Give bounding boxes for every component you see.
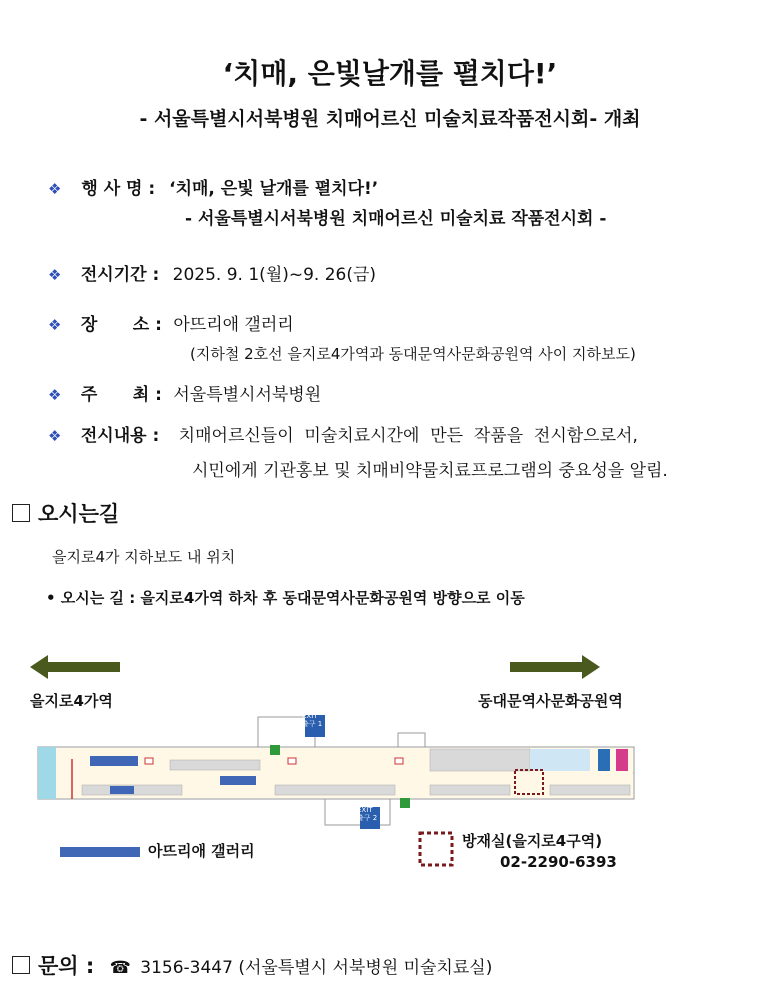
directions-heading: 오시는길 [12, 498, 119, 528]
map-left-station: 을지로4가역 [30, 692, 113, 710]
map-exit-bottom: EXIT 출구 2 [357, 806, 378, 822]
event-content-line1: 치매어르신들이 미술치료시간에 만든 작품을 전시함으로서, [178, 426, 638, 446]
event-content-label: 전시내용 : [80, 426, 160, 446]
contact-heading: 문의 : [38, 954, 95, 978]
diamond-bullet-icon: ❖ [48, 180, 62, 198]
arrow-left-icon [30, 655, 120, 679]
directions-route: • 오시는 길 : 을지로4가역 하차 후 동대문역사문화공원역 방향으로 이동 [46, 589, 525, 607]
disaster-room-legend-swatch [420, 833, 452, 865]
checkbox-square-icon [12, 504, 30, 522]
diamond-bullet-icon: ❖ [48, 386, 62, 404]
contact-row [12, 950, 492, 980]
map-exit-top: EXIT 출구 1 [302, 712, 323, 728]
event-place-value: 아뜨리애 갤러리 [173, 315, 294, 335]
event-host-row [48, 380, 321, 405]
map-disaster-phone: 02-2290-6393 [500, 853, 617, 871]
diamond-bullet-icon: ❖ [48, 427, 62, 445]
event-place-label: 장 소 : [80, 315, 162, 335]
event-content-row [48, 421, 638, 446]
arrow-right-icon [510, 655, 600, 679]
phone-icon: ☎ [109, 958, 131, 978]
contact-value: 3156-3447 (서울특별시 서북병원 미술치료실) [140, 958, 493, 978]
diamond-bullet-icon: ❖ [48, 266, 62, 284]
map-right-station: 동대문역사문화공원역 [478, 692, 623, 710]
document-subtitle: - 서울특별시서북병원 치매어르신 미술치료작품전시회- 개최 [139, 108, 641, 130]
event-period-label: 전시기간 : [80, 265, 160, 285]
document-title: ‘치매, 은빛날개를 펼치다!’ [222, 57, 558, 90]
map-disaster-room: 방재실(을지로4구역) [462, 832, 603, 850]
map-gallery-legend: 아뜨리애 갤러리 [148, 842, 255, 860]
event-name-label: 행 사 명 : [81, 179, 156, 199]
event-period-row [48, 260, 376, 285]
event-name-line1: ‘치매, 은빛 날개를 펼치다!’ [169, 179, 379, 199]
event-name-line2: - 서울특별시서북병원 치매어르신 미술치료 작품전시회 - [185, 209, 607, 229]
event-period-value: 2025. 9. 1(월)~9. 26(금) [172, 265, 377, 285]
event-content-line2: 시민에게 기관홍보 및 치매비약물치료프로그램의 중요성을 알림. [192, 461, 668, 481]
gallery-legend-swatch [60, 847, 140, 857]
event-host-label: 주 최 : [80, 385, 162, 405]
checkbox-square-icon [12, 956, 30, 974]
directions-location: 을지로4가 지하보도 내 위치 [52, 548, 236, 566]
diamond-bullet-icon: ❖ [48, 316, 62, 334]
event-host-value: 서울특별시서북병원 [173, 385, 322, 405]
event-place-detail: (지하철 2호선 을지로4가역과 동대문역사문화공원역 사이 지하보도) [190, 345, 636, 363]
station-entrance-marker [38, 747, 56, 799]
event-name-row [48, 174, 378, 199]
event-place-row [48, 310, 294, 335]
